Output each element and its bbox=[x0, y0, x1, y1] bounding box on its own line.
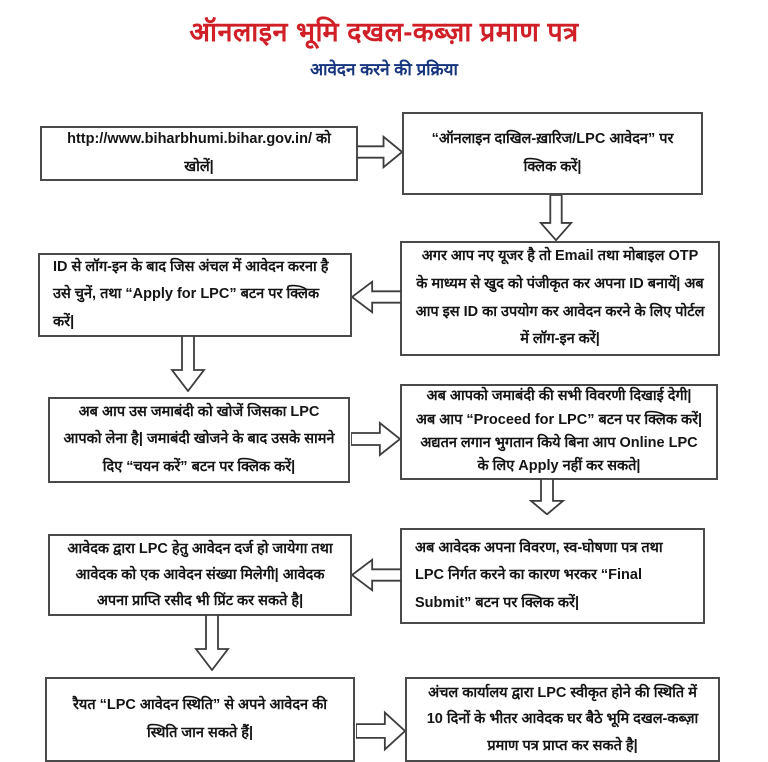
flow-step-text: रैयत “LPC आवेदन स्थिति” से अपने आवेदन की स्थिति जान सकते हैं| bbox=[72, 696, 327, 741]
flow-step-text: अब आप उस जमाबंदी को खोजें जिसका LPC आपको लेना है| जमाबंदी खोजने के बाद उसके सामने दिए “चयन करें” बटन पर क्लिक करें| bbox=[63, 403, 335, 475]
flow-step-register-login bbox=[400, 241, 720, 356]
page-title: ऑनलाइन भूमि दखल-कब्ज़ा प्रमाण पत्र bbox=[189, 17, 579, 47]
arrow-right-icon bbox=[357, 133, 403, 171]
flow-step-text: अगर आप नए यूजर है तो Email तथा मोबाइल OTP के माध्यम से खुद को पंजीकृत कर अपना ID बनायें| अब आप इस ID का उपयोग कर आवेदन करने के लिए पोर्टल में लॉग-इन करें| bbox=[415, 248, 705, 348]
flow-step-proceed-for-lpc bbox=[400, 384, 718, 480]
arrow-down-icon bbox=[168, 336, 208, 392]
flow-step-click-lpc-link bbox=[402, 112, 703, 195]
flow-step-text: http://www.biharbhumi.bihar.gov.in/ को खोलें| bbox=[67, 130, 331, 175]
flow-step-open-website bbox=[40, 126, 358, 181]
arrow-down-icon bbox=[192, 615, 232, 671]
flow-step-text: “ऑनलाइन दाखिल-ख़ारिज/LPC आवेदन” पर क्लिक करें| bbox=[431, 130, 674, 175]
flow-step-search-jamabandi bbox=[48, 397, 350, 483]
flow-step-receive-certificate bbox=[405, 677, 720, 762]
flow-step-text: अब आवेदक अपना विवरण, स्व-घोषणा पत्र तथा LPC निर्गत करने का कारण भरकर “Final Submit” बटन पर क्लिक करें| bbox=[415, 539, 663, 611]
flow-step-check-status bbox=[45, 677, 355, 762]
flow-step-text: आवेदक द्वारा LPC हेतु आवेदन दर्ज हो जायेगा तथा आवेदक को एक आवेदन संख्या मिलेगी| आवेदक अपना प्राप्ति रसीद भी प्रिंट कर सकते है| bbox=[67, 540, 333, 610]
arrow-down-icon bbox=[527, 479, 567, 515]
flow-step-select-anchal-apply bbox=[38, 253, 352, 337]
flow-step-text: ID से लॉग-इन के बाद जिस अंचल में आवेदन करना है उसे चुनें, तथा “Apply for LPC” बटन पर क्लिक करें| bbox=[53, 258, 329, 330]
flow-step-final-submit bbox=[400, 528, 705, 624]
arrow-left-icon bbox=[351, 278, 401, 316]
arrow-down-icon bbox=[537, 195, 575, 241]
page-subtitle: आवेदन करने की प्रक्रिया bbox=[310, 60, 458, 79]
flow-step-application-number bbox=[48, 534, 352, 616]
arrow-left-icon bbox=[351, 556, 401, 594]
flow-step-text: अंचल कार्यालय द्वारा LPC स्वीकृत होने की स्थिति में 10 दिनों के भीतर आवेदक घर बैठे भूमि दखल-कब्ज़ा प्रमाण पत्र प्राप्त कर सकते है| bbox=[426, 685, 699, 754]
flow-step-text: अब आपको जमाबंदी की सभी विवरणी दिखाई देगी| अब आप “Proceed for LPC” बटन पर क्लिक करें| अद्यतन लगान भुगतान किये बिना आप Online LPC के लिए Apply नहीं कर सकते| bbox=[415, 388, 703, 475]
arrow-right-icon bbox=[356, 708, 406, 754]
arrow-right-icon bbox=[351, 419, 401, 459]
